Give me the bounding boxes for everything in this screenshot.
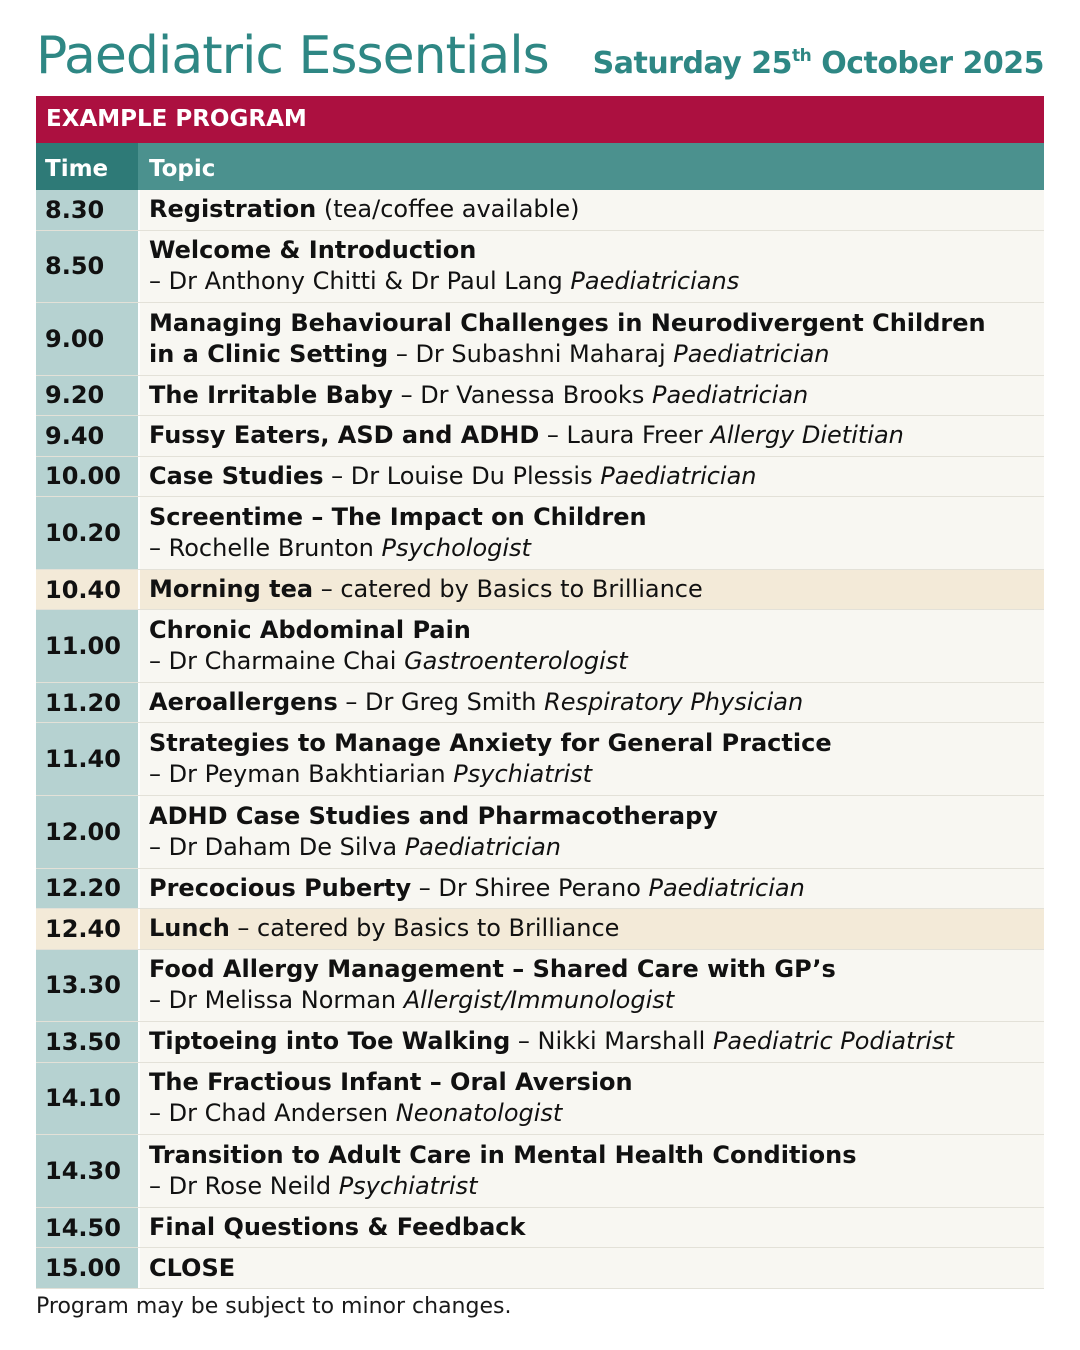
table-row [36,416,1044,457]
topic-cell [140,190,1044,230]
speaker-role: Paediatric Podiatrist [712,1027,954,1056]
session-detail: – Dr Charmaine Chai [149,647,405,676]
session-detail: – Dr Greg Smith [337,688,545,717]
event-date [593,46,1044,81]
session-detail: – Dr Peyman Bakhtiarian [149,760,454,789]
topic-cell [140,376,1044,416]
session-title: CLOSE [149,1253,236,1282]
topic-cell [140,723,1044,795]
topic-line [149,954,1040,985]
topic-cell [140,950,1044,1022]
page-header [36,22,1044,92]
time-cell: 10.20 [36,497,138,569]
session-title: Morning tea [149,575,314,604]
topic-cell [140,457,1044,497]
topic-line [149,1026,1040,1057]
session-detail: – Dr Rose Neild [149,1172,339,1201]
topic-cell [140,683,1044,723]
session-detail: – catered by Basics to Brilliance [229,914,620,943]
speaker-role: Allergist/Immunologist [403,986,675,1015]
topic-line [149,502,1040,533]
topic-line [149,308,1040,339]
speaker-role: Respiratory Physician [544,688,804,717]
time-cell: 11.00 [36,610,138,682]
time-cell: 11.40 [36,723,138,795]
session-detail: – Dr Vanessa Brooks [392,380,652,409]
session-title: Precocious Puberty [149,873,412,902]
session-title: Screentime – The Impact on Children [149,502,647,531]
topic-line [149,266,1040,297]
topic-cell [140,1063,1044,1135]
table-row [36,683,1044,724]
time-cell: 12.00 [36,796,138,868]
topic-cell [140,1022,1044,1062]
speaker-role: Paediatrician [648,873,805,902]
session-detail: – Dr Subashni Maharaj [388,339,674,368]
time-cell: 14.50 [36,1208,138,1248]
table-row [36,796,1044,869]
topic-cell [140,416,1044,456]
session-detail: – Dr Daham De Silva [149,832,405,861]
time-cell: 14.10 [36,1063,138,1135]
topic-line [149,420,1040,451]
topic-line [149,1098,1040,1129]
session-detail: – Dr Shiree Perano [411,873,649,902]
speaker-role: Paediatrician [651,380,809,409]
time-cell: 11.20 [36,683,138,723]
topic-line [149,235,1040,266]
topic-line [149,339,1040,370]
speaker-role: Paediatrician [404,832,561,861]
topic-cell [140,909,1044,949]
table-row [36,869,1044,910]
speaker-role: Paediatricians [570,267,740,296]
table-row [36,1022,1044,1063]
time-cell: 8.50 [36,231,138,303]
topic-line [149,533,1040,564]
topic-line [149,1140,1040,1171]
table-row [36,1135,1044,1208]
speaker-role: Gastroenterologist [404,647,628,676]
topic-line [149,801,1040,832]
speaker-role: Paediatrician [673,339,830,368]
session-detail: – Rochelle Brunton [149,533,382,562]
speaker-role: Psychologist [381,533,531,562]
session-title: Transition to Adult Care in Mental Health Conditions [149,1141,857,1170]
topic-line [149,461,1040,492]
session-title: Welcome & Introduction [149,236,477,265]
topic-cell [140,1208,1044,1248]
table-row [36,376,1044,417]
speaker-role: Neonatologist [395,1099,563,1128]
time-cell: 9.20 [36,376,138,416]
session-title: The Fractious Infant – Oral Aversion [149,1068,633,1097]
time-cell: 8.30 [36,190,138,230]
session-title: in a Clinic Setting [149,339,389,368]
event-date-month-year: October 2025 [811,46,1044,81]
break-row [36,570,1044,611]
topic-line [149,615,1040,646]
topic-line [149,1212,1040,1243]
topic-cell [140,303,1044,375]
speaker-role: Paediatrician [600,461,757,490]
topic-cell [140,497,1044,569]
topic-cell [140,570,1044,610]
table-row [36,1248,1044,1289]
topic-cell [140,1248,1044,1288]
session-title: Case Studies [149,461,324,490]
topic-line [149,687,1040,718]
session-detail: – Nikki Marshall [510,1027,713,1056]
break-row [36,909,1044,950]
time-cell: 10.00 [36,457,138,497]
table-row [36,723,1044,796]
table-row [36,1063,1044,1136]
topic-line [149,759,1040,790]
session-title: Aeroallergens [149,688,338,717]
session-title: Chronic Abdominal Pain [149,616,471,645]
table-row [36,457,1044,498]
topic-line [149,1171,1040,1202]
table-row [36,497,1044,570]
session-title: Final Questions & Feedback [149,1213,526,1242]
speaker-role: Psychiatrist [338,1172,478,1201]
topic-cell [140,796,1044,868]
table-row [36,610,1044,683]
event-date-ordinal: th [792,46,812,66]
session-detail: – Dr Louise Du Plessis [323,461,601,490]
speaker-role: Psychiatrist [453,760,593,789]
time-cell: 12.40 [36,909,138,949]
topic-cell [140,1135,1044,1207]
session-title: Tiptoeing into Toe Walking [149,1027,511,1056]
session-title: Fussy Eaters, ASD and ADHD [149,421,540,450]
topic-line [149,728,1040,759]
time-cell: 9.40 [36,416,138,456]
speaker-role: Allergy Dietitian [710,421,904,450]
time-cell: 14.30 [36,1135,138,1207]
session-title: ADHD Case Studies and Pharmacotherapy [149,801,718,830]
footer-note: Program may be subject to minor changes. [36,1294,512,1319]
event-date-day: Saturday 25 [592,46,793,81]
topic-line [149,913,1040,944]
session-title: Strategies to Manage Anxiety for General Practice [149,729,832,758]
topic-line [149,194,1040,225]
topic-line [149,1253,1040,1284]
program-banner: EXAMPLE PROGRAM [36,96,1044,143]
session-title: Registration [149,195,317,224]
topic-cell [140,869,1044,909]
session-detail: – Laura Freer [539,421,711,450]
topic-cell [140,231,1044,303]
table-row [36,950,1044,1023]
session-title: Lunch [149,914,230,943]
session-detail: – Dr Chad Andersen [149,1099,396,1128]
topic-line [149,873,1040,904]
topic-cell [140,610,1044,682]
topic-line [149,1067,1040,1098]
table-row [36,190,1044,231]
time-cell: 12.20 [36,869,138,909]
table-row [36,231,1044,304]
time-cell: 10.40 [36,570,138,610]
session-title: Food Allergy Management – Shared Care with GP’s [149,955,836,984]
session-detail: – catered by Basics to Brilliance [313,575,703,604]
table-row [36,1208,1044,1249]
table-header [36,143,1044,190]
session-title: The Irritable Baby [149,380,393,409]
topic-line [149,574,1040,605]
time-cell: 15.00 [36,1248,138,1288]
time-cell: 13.30 [36,950,138,1022]
session-detail: – Dr Anthony Chitti & Dr Paul Lang [149,267,571,296]
topic-line [149,380,1040,411]
topic-line [149,985,1040,1016]
time-cell: 9.00 [36,303,138,375]
session-detail: (tea/coffee available) [316,195,580,224]
column-header-topic: Topic [149,156,216,182]
topic-line [149,832,1040,863]
session-detail: – Dr Melissa Norman [149,986,404,1015]
session-title: Managing Behavioural Challenges in Neurodivergent Children [149,308,986,337]
page-title: Paediatric Essentials [36,26,549,86]
time-cell: 13.50 [36,1022,138,1062]
table-row [36,303,1044,376]
column-header-time: Time [36,143,138,190]
program-table [36,190,1044,1289]
topic-line [149,646,1040,677]
